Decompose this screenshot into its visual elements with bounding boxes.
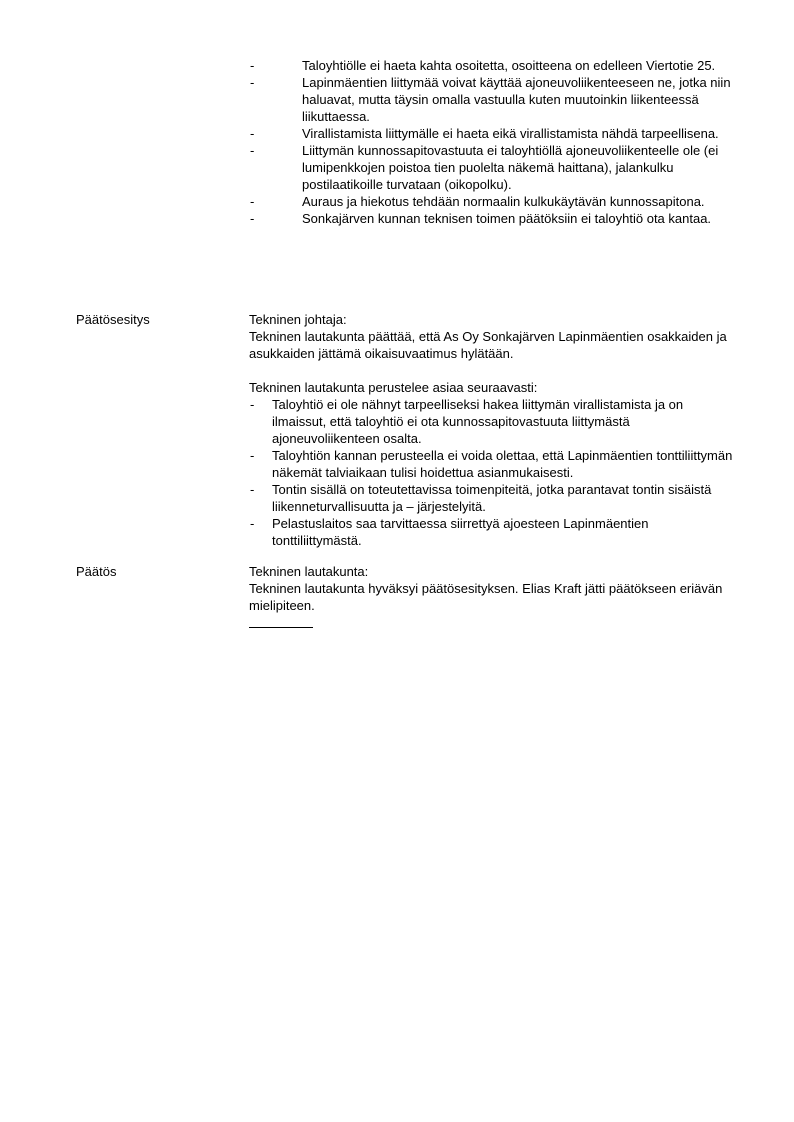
dash-mark: - [250, 211, 255, 226]
reason-item [249, 447, 739, 481]
notes-list [249, 57, 739, 227]
dash-mark: - [250, 516, 255, 531]
dash-mark: - [250, 143, 255, 158]
note-text: Sonkajärven kunnan teknisen toimen päätöksiin ei taloyhtiö ota kantaa. [302, 211, 712, 226]
dash-mark: - [250, 397, 255, 412]
note-text: Liittymän kunnossapitovastuuta ei taloyhtiöllä ajoneuvoliikenteelle ole (ei lumipenkkojen poistoa tien puolelta näkemä haittana), jalankulku postilaatikoille turvataan (oikopolku). [302, 143, 719, 192]
dash-mark: - [250, 126, 255, 141]
reason-text: Taloyhtiön kannan perusteella ei voida olettaa, että Lapinmäentien tonttiliittymän näkemät talviaikaan tulisi hoidettua asianmukaisesti. [272, 448, 733, 480]
proposal-label: Päätösesitys [76, 312, 150, 327]
closing-rule [249, 627, 313, 628]
dash-mark: - [250, 194, 255, 209]
dash-mark: - [250, 58, 255, 73]
reason-item [249, 481, 739, 515]
proposal-text: Tekninen lautakunta päättää, että As Oy Sonkajärven Lapinmäentien osakkaiden ja asukkaiden jättämä oikaisuvaatimus hylätään. [249, 329, 727, 361]
note-item [249, 193, 739, 210]
proposal-body [249, 311, 739, 549]
note-item [249, 125, 739, 142]
note-text: Taloyhtiölle ei haeta kahta osoitetta, osoitteena on edelleen Viertotie 25. [302, 58, 716, 73]
proposal-presenter: Tekninen johtaja: [249, 312, 347, 327]
note-item [249, 142, 739, 193]
spacer [249, 362, 739, 379]
note-item [249, 74, 739, 125]
dash-mark: - [250, 482, 255, 497]
decision-body [249, 563, 739, 628]
dash-mark: - [250, 448, 255, 463]
note-text: Lapinmäentien liittymää voivat käyttää ajoneuvoliikenteeseen ne, jotka niin haluavat, mutta täysin omalla vastuulla kuten muutoinkin liikenteessä liikuttaessa. [302, 75, 731, 124]
reason-text: Tontin sisällä on toteutettavissa toimenpiteitä, jotka parantavat tontin sisäistä liikenneturvallisuutta ja – järjestelyitä. [272, 482, 712, 514]
reason-text: Taloyhtiö ei ole nähnyt tarpeelliseksi hakea liittymän virallistamista ja on ilmaissut, että taloyhtiö ei ota kunnossapitovastuuta liittymästä ajoneuvoliikenteen osalta. [272, 397, 684, 446]
reason-text: Pelastuslaitos saa tarvittaessa siirrettyä ajoesteen Lapinmäentien tonttiliittymästä. [272, 516, 649, 548]
reason-item [249, 515, 739, 549]
reasons-list [249, 396, 739, 549]
decision-label: Päätös [76, 564, 117, 579]
reasons-intro: Tekninen lautakunta perustelee asiaa seuraavasti: [249, 380, 538, 395]
reason-item [249, 396, 739, 447]
note-item [249, 210, 739, 227]
dash-mark: - [250, 75, 255, 90]
note-text: Auraus ja hiekotus tehdään normaalin kulkukäytävän kunnossapitona. [302, 194, 705, 209]
decision-body-title: Tekninen lautakunta: [249, 564, 369, 579]
note-text: Virallistamista liittymälle ei haeta eikä virallistamista nähdä tarpeellisena. [302, 126, 719, 141]
decision-text: Tekninen lautakunta hyväksyi päätösesityksen. Elias Kraft jätti päätökseen eriävän mielipiteen. [249, 581, 723, 613]
note-item [249, 57, 739, 74]
